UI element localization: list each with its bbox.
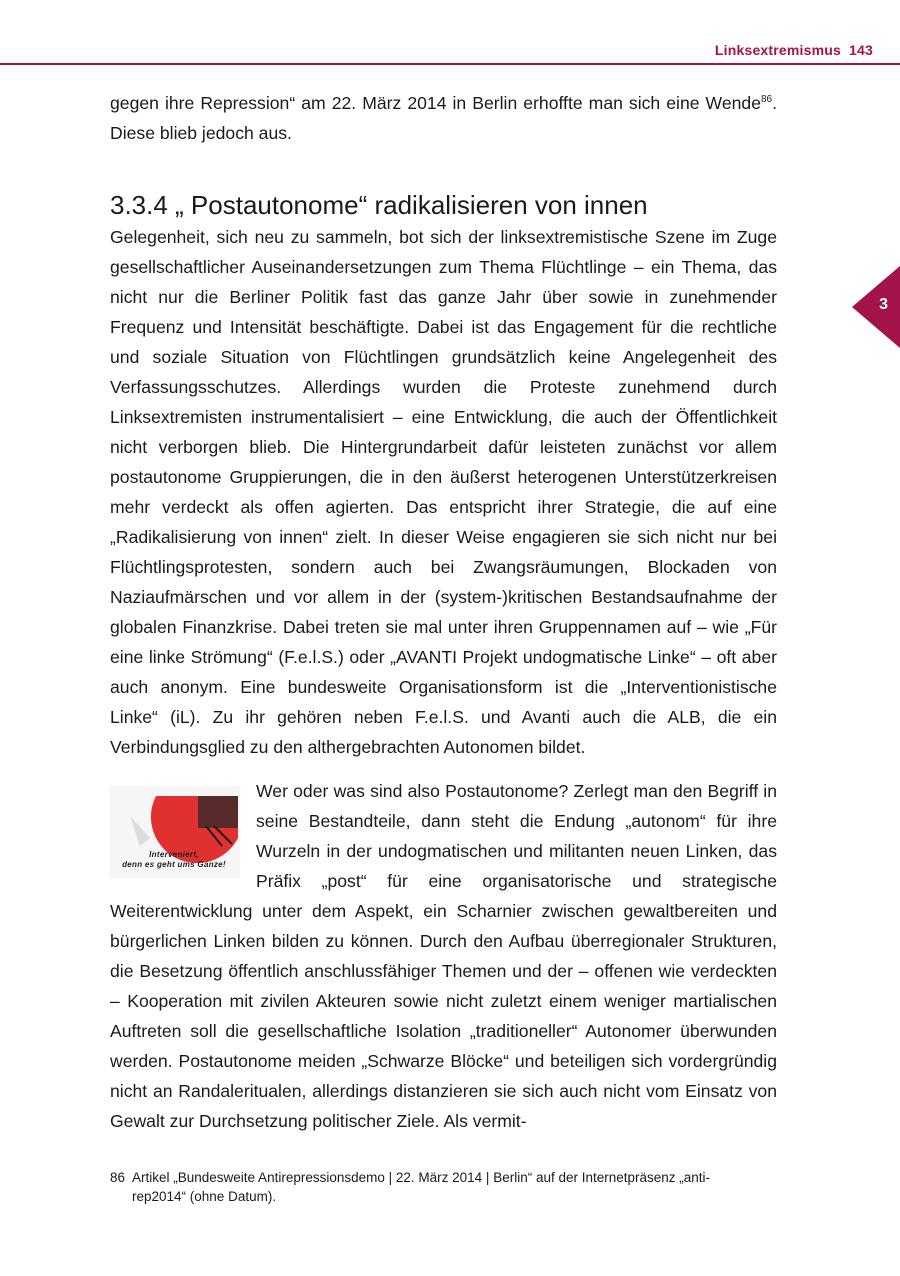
section-heading: 3.3.4 „ Postautonome“ radikalisieren von innen: [110, 190, 648, 220]
section-paragraph-2-wrapper: [110, 776, 777, 1136]
footnote-text-line2: rep2014“ (ohne Datum).: [132, 1189, 277, 1204]
interventionist-logo-image: [110, 786, 240, 878]
section-paragraph-2: Wer oder was sind also Postautonome? Zerlegt man den Begriff in seine Bestandteile, dann steht die Endung „autonom“ für ihre Wurzeln in der undogmatischen und militanten neuen Linken, das Präfix „post“ für eine organisatorische und strategische Weiterentwicklung unter dem Aspekt, ein Scharnier zwischen gewaltbereiten und bürgerlichen Linken bilden zu können. Durch den Aufbau überregionaler Strukturen, die Besetzung öffentlich anschlussfähiger Themen und der – offenen wie verdeckten – Kooperation mit zivilen Akteuren sowie nicht zuletzt einem weniger martialischen Auftreten soll die gesellschaftliche Isolation „traditioneller“ Autonomer überwunden werden. Postautonome meiden „Schwarze Blöcke“ und beteiligen sich vordergründig nicht an Randaleritualen, allerdings distanzieren sie sich auch nicht vom Einsatz von Gewalt zur Durchsetzung politischer Ziele. Als vermit-: [110, 781, 777, 1131]
chapter-tab: [852, 266, 900, 348]
page-number: 143: [849, 42, 873, 58]
header-rule: [0, 63, 900, 65]
footnote-text-line1: Artikel „Bundesweite Antirepressionsdemo | 22. März 2014 | Berlin“ auf der Internetpräsenz „anti-: [132, 1170, 711, 1185]
footnote-ref: 86: [760, 94, 773, 106]
top-paragraph: gegen ihre Repression“ am 22. März 2014 in Berlin erhoffte man sich eine Wende$^{86}$. Diese blieb jedoch aus.: [110, 93, 777, 143]
footnote-number: 86: [110, 1170, 126, 1185]
running-header: [0, 0, 900, 66]
chapter-number: 3: [879, 296, 888, 313]
footnote: [110, 1168, 777, 1206]
header-title: Linksextremismus: [714, 42, 842, 58]
running-header-text: [715, 42, 873, 58]
logo-caption: Interveniert, denn es geht ums Ganze!: [122, 850, 226, 869]
section-paragraph-1: Gelegenheit, sich neu zu sammeln, bot sich der linksextremistische Szene im Zuge gesellschaftlicher Auseinandersetzungen zum Thema Flüchtlinge – ein Thema, das nicht nur die Berliner Politik fast das ganze Jahr über sowie in zunehmender Frequenz und Intensität beschäftigte. Dabei ist das Engagement für die rechtliche und soziale Situation von Flüchtlingen grundsätzlich keine Angelegenheit des Verfassungsschutzes. Allerdings wurden die Proteste zunehmend durch Linksextremisten instrumentalisiert – eine Entwicklung, die auch der Öffentlichkeit nicht verborgen blieb. Die Hintergrundarbeit dafür leisteten zunächst vor allem postautonome Gruppierungen, die in den äußerst heterogenen Unterstützerkreisen mehr verdeckt als offen agierten. Das entspricht ihrer Strategie, die auf eine „Radikalisierung von innen“ zielt. In dieser Weise engagieren sie sich nicht nur bei Flüchtlingsprotesten, sondern auch bei Zwangsräumungen, Blockaden von Naziaufmärschen und vor allem in der (system-)kritischen Bestandsaufnahme der globalen Finanzkrise. Dabei treten sie mal unter ihren Gruppennamen auf – wie „Für eine linke Strömung“ (F.e.l.S.) oder „AVANTI Projekt undogmatische Linke“ – oft aber auch anonym. Eine bundesweite Organisationsform ist die „Interventionistische Linke“ (iL). Zu ihr gehören neben F.e.l.S. und Avanti auch die ALB, die ein Verbindungsglied zu den althergebrachten Autonomen bildet.: [110, 227, 777, 757]
